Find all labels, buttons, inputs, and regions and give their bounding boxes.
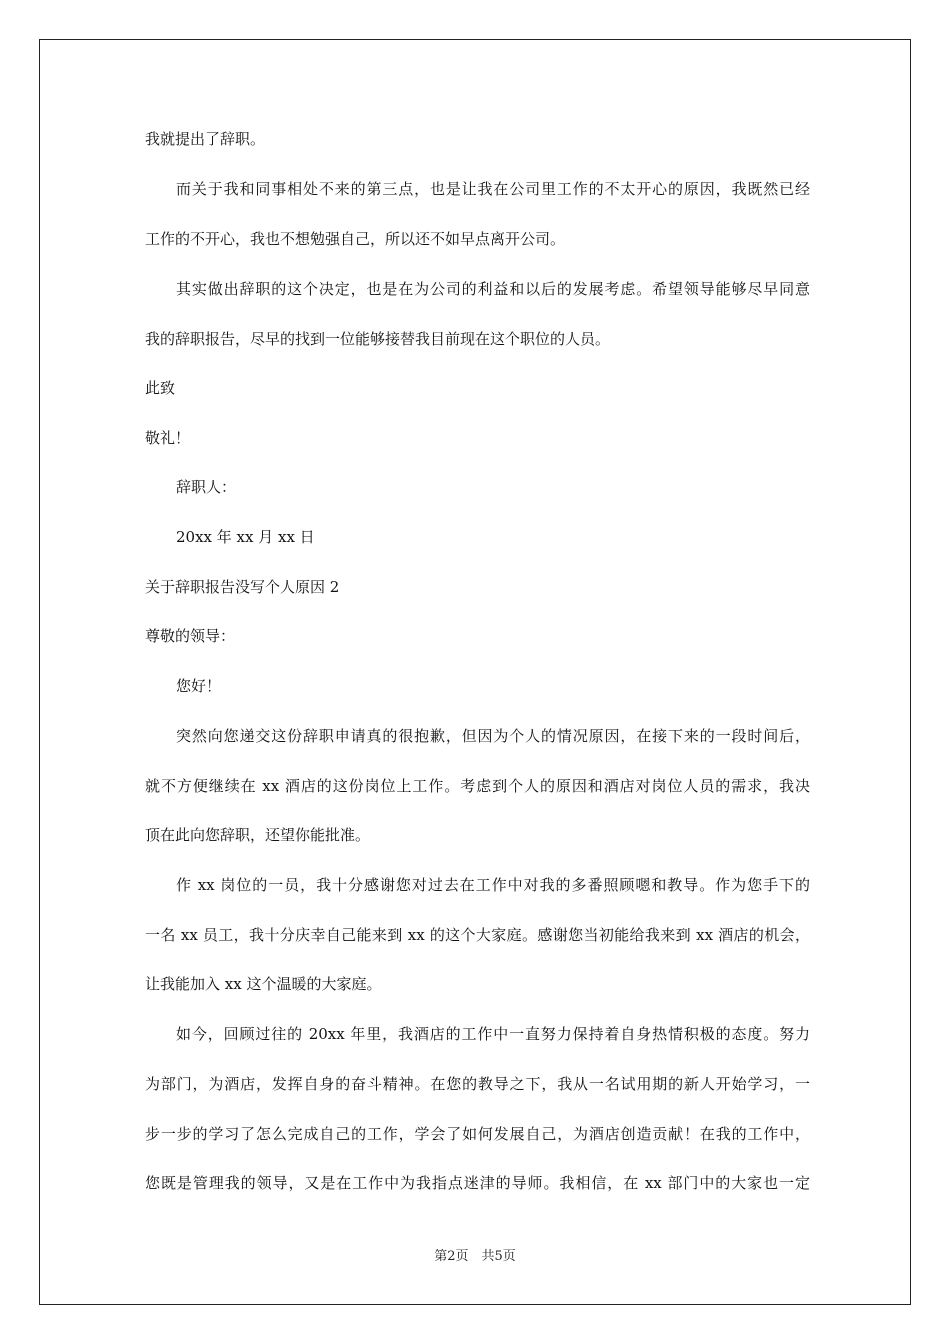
paragraph-line: 步一步的学习了怎么完成自己的工作，学会了如何发展自己，为酒店创造贡献！在我的工作中，: [145, 1125, 810, 1143]
text-line: 我的辞职报告，尽早的找到一位能够接替我目前现在这个职位的人员。: [145, 330, 611, 348]
text-line: 让我能加入 xx 这个温暖的大家庭。: [145, 975, 382, 993]
section-title: 关于辞职报告没写个人原因 2: [145, 578, 340, 596]
greeting-text: 您好！: [176, 677, 222, 695]
greeting-text: 尊敬的领导：: [145, 627, 236, 645]
page-number-footer: 第2页 共5页: [434, 1249, 516, 1264]
text-line: 工作的不开心，我也不想勉强自己，所以还不如早点离开公司。: [145, 230, 566, 248]
closing-text: 此致: [145, 379, 176, 397]
paragraph-line: 您既是管理我的领导，又是在工作中为我指点迷津的导师。我相信，在 xx 部门中的大家也一定: [145, 1174, 810, 1192]
date-text: 20xx 年 xx 月 xx 日: [176, 528, 315, 546]
paragraph-line: 作 xx 岗位的一员，我十分感谢您对过去在工作中对我的多番照顾嗯和教导。作为您手下的: [176, 876, 810, 894]
salutation-text: 敬礼！: [145, 429, 191, 447]
paragraph-line: 如今，回顾过往的 20xx 年里，我酒店的工作中一直努力保持着自身热情积极的态度。努力: [176, 1025, 810, 1043]
text-line: 我就提出了辞职。: [145, 130, 266, 148]
paragraph-line: 就不方便继续在 xx 酒店的这份岗位上工作。考虑到个人的原因和酒店对岗位人员的需求，我决: [145, 777, 810, 795]
paragraph-line: 一名 xx 员工，我十分庆幸自己能来到 xx 的这个大家庭。感谢您当初能给我来到 xx 酒店的机会，: [145, 926, 810, 944]
paragraph-line: 其实做出辞职的这个决定，也是在为公司的利益和以后的发展考虑。希望领导能够尽早同意: [176, 280, 810, 298]
paragraph-line: 而关于我和同事相处不来的第三点，也是让我在公司里工作的不太开心的原因，我既然已经: [176, 180, 810, 198]
paragraph-line: 突然向您递交这份辞职申请真的很抱歉，但因为个人的情况原因，在接下来的一段时间后，: [176, 727, 810, 745]
text-line: 顶在此向您辞职，还望你能批准。: [145, 826, 371, 844]
signature-label: 辞职人：: [176, 478, 237, 496]
paragraph-line: 为部门，为酒店，发挥自身的奋斗精神。在您的教导之下，我从一名试用期的新人开始学习，一: [145, 1075, 810, 1093]
